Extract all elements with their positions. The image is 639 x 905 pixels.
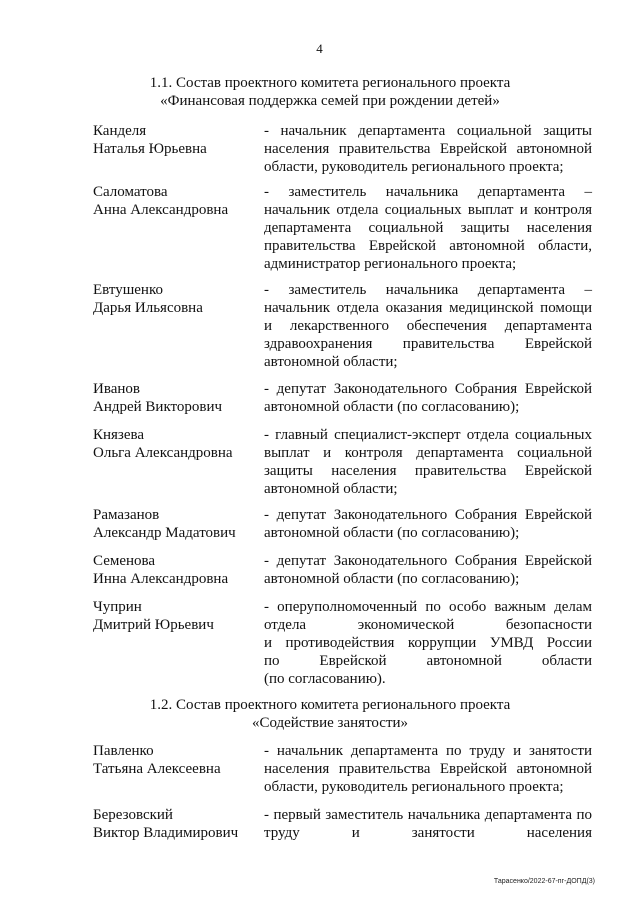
role-line: департамента социальной защиты населения xyxy=(264,220,592,236)
member-given-name: Александр Мадатович xyxy=(93,525,236,541)
member-surname: Иванов xyxy=(93,381,140,397)
role-line: начальник отдела оказания медицинской помощи xyxy=(264,300,592,316)
role-line: и противодействия коррупции УМВД России xyxy=(264,635,592,651)
member-name xyxy=(93,806,263,842)
member-given-name: Наталья Юрьевна xyxy=(93,141,207,157)
role-line: автономной области (по согласованию); xyxy=(264,525,520,541)
member-given-name: Инна Александровна xyxy=(93,571,229,587)
member-surname: Саломатова xyxy=(93,184,168,200)
role-line: защиты населения правительства Еврейской xyxy=(264,463,592,479)
member-role xyxy=(264,426,592,498)
section-title-line: 1.1. Состав проектного комитета регионального проекта xyxy=(149,75,511,91)
member-surname: Евтушенко xyxy=(93,282,163,298)
member-name xyxy=(93,380,263,416)
role-line: населения правительства Еврейской автономной xyxy=(264,761,592,777)
role-line: автономной области (по согласованию); xyxy=(264,571,520,587)
member-name xyxy=(93,742,263,778)
role-line: - оперуполномоченный по особо важным делам xyxy=(264,599,592,615)
role-line: правительства Еврейской автономной области, xyxy=(264,238,592,254)
role-line: автономной области (по согласованию); xyxy=(264,399,520,415)
role-line: населения правительства Еврейской автономной xyxy=(264,141,592,157)
member-surname: Канделя xyxy=(93,123,147,139)
member-surname: Павленко xyxy=(93,743,154,759)
member-role xyxy=(264,183,592,273)
section-title-line: «Финансовая поддержка семей при рождении детей» xyxy=(160,93,500,109)
role-line: - депутат Законодательного Собрания Еврейской xyxy=(264,553,592,569)
role-line: автономной области; xyxy=(264,354,398,370)
member-role xyxy=(264,122,592,176)
member-given-name: Анна Александровна xyxy=(93,202,229,218)
role-line: (по согласованию). xyxy=(264,671,386,687)
section-title-line: «Содействие занятости» xyxy=(251,715,409,731)
role-line: начальник отдела социальных выплат и контроля xyxy=(264,202,592,218)
member-given-name: Виктор Владимирович xyxy=(93,825,239,841)
member-given-name: Татьяна Алексеевна xyxy=(93,761,221,777)
member-surname: Князева xyxy=(93,427,145,443)
member-role xyxy=(264,552,592,588)
role-line: автономной области; xyxy=(264,481,398,497)
role-line: - заместитель начальника департамента – xyxy=(264,184,592,200)
role-line: выплат и контроля департамента социальной xyxy=(264,445,592,461)
role-line: труду и занятости населения xyxy=(264,825,592,841)
role-line: здравоохранения правительства Еврейской xyxy=(264,336,592,352)
member-name xyxy=(93,552,263,588)
member-name xyxy=(93,183,263,219)
member-surname: Семенова xyxy=(93,553,156,569)
role-line: - депутат Законодательного Собрания Еврейской xyxy=(264,381,592,397)
role-line: - депутат Законодательного Собрания Еврейской xyxy=(264,507,592,523)
member-name xyxy=(93,598,263,634)
page-number: 4 xyxy=(316,41,323,56)
member-role xyxy=(264,281,592,371)
member-name xyxy=(93,122,263,158)
role-line: отдела экономической безопасности xyxy=(264,617,592,633)
role-line: по Еврейской автономной области xyxy=(264,653,592,669)
member-name xyxy=(93,506,263,542)
member-name xyxy=(93,281,263,317)
member-surname: Рамазанов xyxy=(93,507,160,523)
role-line: - начальник департамента социальной защиты xyxy=(264,123,592,139)
section-title-line: 1.2. Состав проектного комитета регионального проекта xyxy=(149,697,511,713)
member-name xyxy=(93,426,263,462)
member-given-name: Андрей Викторович xyxy=(93,399,223,415)
role-line: - начальник департамента по труду и занятости xyxy=(264,743,592,759)
role-line: администратор регионального проекта; xyxy=(264,256,517,272)
role-line: - заместитель начальника департамента – xyxy=(264,282,592,298)
role-line: области, руководитель регионального проекта; xyxy=(264,779,564,795)
member-surname: Березовский xyxy=(93,807,173,823)
member-role xyxy=(264,506,592,542)
member-surname: Чуприн xyxy=(93,599,142,615)
document-code: Тарасенко/2022-67-пг-ДОПД(3) xyxy=(493,878,595,885)
member-role xyxy=(264,380,592,416)
member-role xyxy=(264,806,592,842)
role-line: - главный специалист-эксперт отдела социальных xyxy=(264,427,592,443)
member-role xyxy=(264,742,592,796)
member-role xyxy=(264,598,592,688)
role-line: и лекарственного обеспечения департамента xyxy=(264,318,592,334)
role-line: - первый заместитель начальника департамента по xyxy=(264,807,592,823)
role-line: области, руководитель регионального проекта; xyxy=(264,159,564,175)
member-given-name: Ольга Александровна xyxy=(93,445,233,461)
member-given-name: Дарья Ильясовна xyxy=(93,300,203,316)
section-title-1-1 xyxy=(60,74,600,110)
member-given-name: Дмитрий Юрьевич xyxy=(93,617,214,633)
section-title-1-2 xyxy=(60,696,600,732)
